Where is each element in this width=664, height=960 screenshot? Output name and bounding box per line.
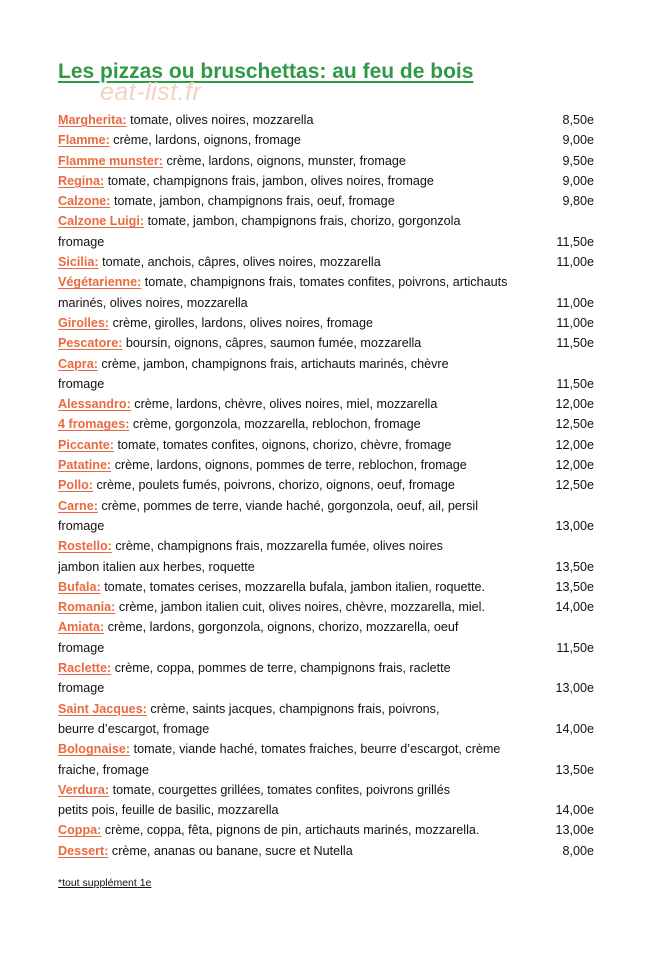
pizza-ingredients: tomate, anchois, câpres, olives noires, mozzarella [102,255,381,270]
pizza-price: 14,00e [555,600,594,615]
pizza-ingredients: crème, saints jacques, champignons frais, poivrons, [150,701,440,716]
pizza-name: Bufala: [58,579,101,594]
pizza-ingredients: crème, pommes de terre, viande haché, gorgonzola, oeuf, ail, persil [101,498,479,513]
pizza-ingredients-continued: beurre d’escargot, fromage [58,721,210,736]
menu-item [58,130,598,150]
pizza-ingredients-continued: fraiche, fromage [58,762,149,777]
pizza-price: 12,50e [555,478,594,493]
pizza-price: 13,50e [555,579,594,594]
pizza-ingredients-continued: fromage [58,681,105,696]
menu-item-continued [58,719,598,739]
pizza-ingredients: crème, lardons, oignons, fromage [113,133,301,148]
menu-item [58,841,598,861]
pizza-name: Rostello: [58,539,112,554]
pizza-name: Flamme munster: [58,153,163,168]
pizza-ingredients-continued: marinés, olives noires, mozzarella [58,295,248,310]
menu-item [58,658,598,678]
pizza-ingredients: crème, lardons, oignons, pommes de terre, reblochon, fromage [114,458,467,473]
menu-item [58,211,598,231]
pizza-ingredients: tomate, viande haché, tomates fraiches, beurre d’escargot, crème [133,742,501,757]
pizza-name: Amiata: [58,620,105,635]
pizza-name: Alessandro: [58,397,131,412]
menu-item [58,191,598,211]
pizza-name: 4 fromages: [58,417,130,432]
pizza-name: Raclette: [58,661,112,676]
pizza-price: 12,00e [555,437,594,452]
pizza-price: 11,00e [556,315,594,330]
pizza-price: 12,50e [555,417,594,432]
pizza-price: 13,50e [555,762,594,777]
pizza-name: Bolognaise: [58,742,131,757]
pizza-price: 14,00e [555,721,594,736]
pizza-ingredients: tomate, tomates cerises, mozzarella bufala, jambon italien, roquette. [104,579,485,594]
pizza-name: Carne: [58,498,98,513]
menu-item [58,252,598,272]
menu-item [58,455,598,475]
pizza-name: Sicilia: [58,255,99,270]
pizza-name: Calzone: [58,194,111,209]
menu-item [58,435,598,455]
pizza-name: Verdura: [58,782,110,797]
pizza-price: 13,50e [555,559,594,574]
pizza-ingredients: crème, lardons, chèvre, olives noires, miel, mozzarella [134,397,438,412]
menu-item [58,780,598,800]
menu-item-continued [58,293,598,313]
pizza-ingredients-continued: petits pois, feuille de basilic, mozzarella [58,803,279,818]
pizza-price: 11,50e [556,376,594,391]
pizza-ingredients: crème, jambon italien cuit, olives noires, chèvre, mozzarella, miel. [118,600,485,615]
pizza-price: 12,00e [555,397,594,412]
pizza-name: Calzone Luigi: [58,214,145,229]
pizza-ingredients: crème, jambon, champignons frais, artichauts marinés, chèvre [101,356,449,371]
pizza-price: 11,00e [556,255,594,270]
menu-list [58,110,598,861]
pizza-ingredients: tomate, jambon, champignons frais, chorizo, gorgonzola [147,214,461,229]
pizza-name: Margherita: [58,113,127,127]
pizza-name: Capra: [58,356,98,371]
menu-item-continued [58,678,598,698]
menu-item [58,617,598,637]
menu-item [58,354,598,374]
pizza-ingredients: crème, coppa, fêta, pignons de pin, artichauts marinés, mozzarella. [104,823,480,838]
menu-item [58,475,598,495]
pizza-price: 8,50e [562,113,594,127]
pizza-name: Regina: [58,173,105,188]
pizza-ingredients: boursin, oignons, câpres, saumon fumée, mozzarella [125,336,422,351]
pizza-name: Végétarienne: [58,275,142,290]
menu-item-continued [58,638,598,658]
pizza-name: Coppa: [58,823,102,838]
pizza-ingredients: tomate, champignons frais, tomates confites, poivrons, artichauts [144,275,508,290]
pizza-name: Pollo: [58,478,93,493]
pizza-price: 11,00e [556,295,594,310]
pizza-price: 12,00e [555,458,594,473]
pizza-ingredients-continued: fromage [58,640,105,655]
pizza-ingredients: crème, poulets fumés, poivrons, chorizo, oignons, oeuf, fromage [96,478,455,493]
pizza-price: 9,00e [562,133,594,148]
menu-item [58,394,598,414]
pizza-ingredients: crème, champignons frais, mozzarella fumée, olives noires [115,539,443,554]
pizza-price: 11,50e [556,336,594,351]
menu-item [58,496,598,516]
menu-item [58,699,598,719]
menu-item [58,577,598,597]
pizza-name: Pescatore: [58,336,123,351]
pizza-name: Piccante: [58,437,114,452]
pizza-price: 9,80e [562,194,594,209]
menu-item-continued [58,760,598,780]
pizza-ingredients-continued: fromage [58,518,105,533]
menu-item [58,110,598,130]
pizza-ingredients-continued: fromage [58,234,105,249]
pizza-ingredients: crème, girolles, lardons, olives noires, fromage [112,315,373,330]
pizza-name: Saint Jacques: [58,701,147,716]
pizza-ingredients: tomate, olives noires, mozzarella [130,113,314,127]
pizza-price: 9,00e [562,173,594,188]
pizza-price: 11,50e [556,640,594,655]
menu-item [58,333,598,353]
pizza-ingredients: crème, lardons, gorgonzola, oignons, chorizo, mozzarella, oeuf [107,620,459,635]
pizza-ingredients-continued: fromage [58,376,105,391]
pizza-price: 13,00e [555,681,594,696]
menu-item [58,171,598,191]
menu-item [58,414,598,434]
menu-title: Les pizzas ou bruschettas: au feu de bois [58,60,474,83]
pizza-price: 13,00e [555,518,594,533]
pizza-name: Girolles: [58,315,110,330]
menu-item [58,739,598,759]
pizza-ingredients: crème, ananas ou banane, sucre et Nutella [111,843,353,858]
pizza-ingredients: tomate, tomates confites, oignons, chorizo, chèvre, fromage [117,437,452,452]
menu-item [58,313,598,333]
footnote: *tout supplément 1e [58,877,152,889]
pizza-ingredients: tomate, jambon, champignons frais, oeuf, fromage [113,194,395,209]
menu-item-continued [58,516,598,536]
pizza-ingredients-continued: jambon italien aux herbes, roquette [58,559,255,574]
pizza-price: 11,50e [556,234,594,249]
pizza-ingredients: tomate, champignons frais, jambon, olives noires, fromage [107,173,434,188]
pizza-price: 13,00e [555,823,594,838]
pizza-name: Flamme: [58,133,110,148]
menu-item [58,536,598,556]
pizza-name: Romania: [58,600,116,615]
pizza-ingredients: crème, lardons, oignons, munster, fromage [166,153,406,168]
pizza-name: Dessert: [58,843,109,858]
menu-item-continued [58,800,598,820]
pizza-name: Patatine: [58,458,112,473]
watermark: eat-list.fr [100,78,202,106]
pizza-ingredients: crème, coppa, pommes de terre, champignons frais, raclette [114,661,451,676]
pizza-price: 8,00e [562,843,594,858]
pizza-price: 14,00e [555,803,594,818]
menu-item-continued [58,232,598,252]
pizza-price: 9,50e [562,153,594,168]
menu-item [58,151,598,171]
menu-item-continued [58,374,598,394]
pizza-ingredients: tomate, courgettes grillées, tomates confites, poivrons grillés [112,782,450,797]
menu-item [58,272,598,292]
menu-item [58,597,598,617]
pizza-ingredients: crème, gorgonzola, mozzarella, reblochon, fromage [132,417,421,432]
menu-item [58,820,598,840]
menu-item-continued [58,557,598,577]
